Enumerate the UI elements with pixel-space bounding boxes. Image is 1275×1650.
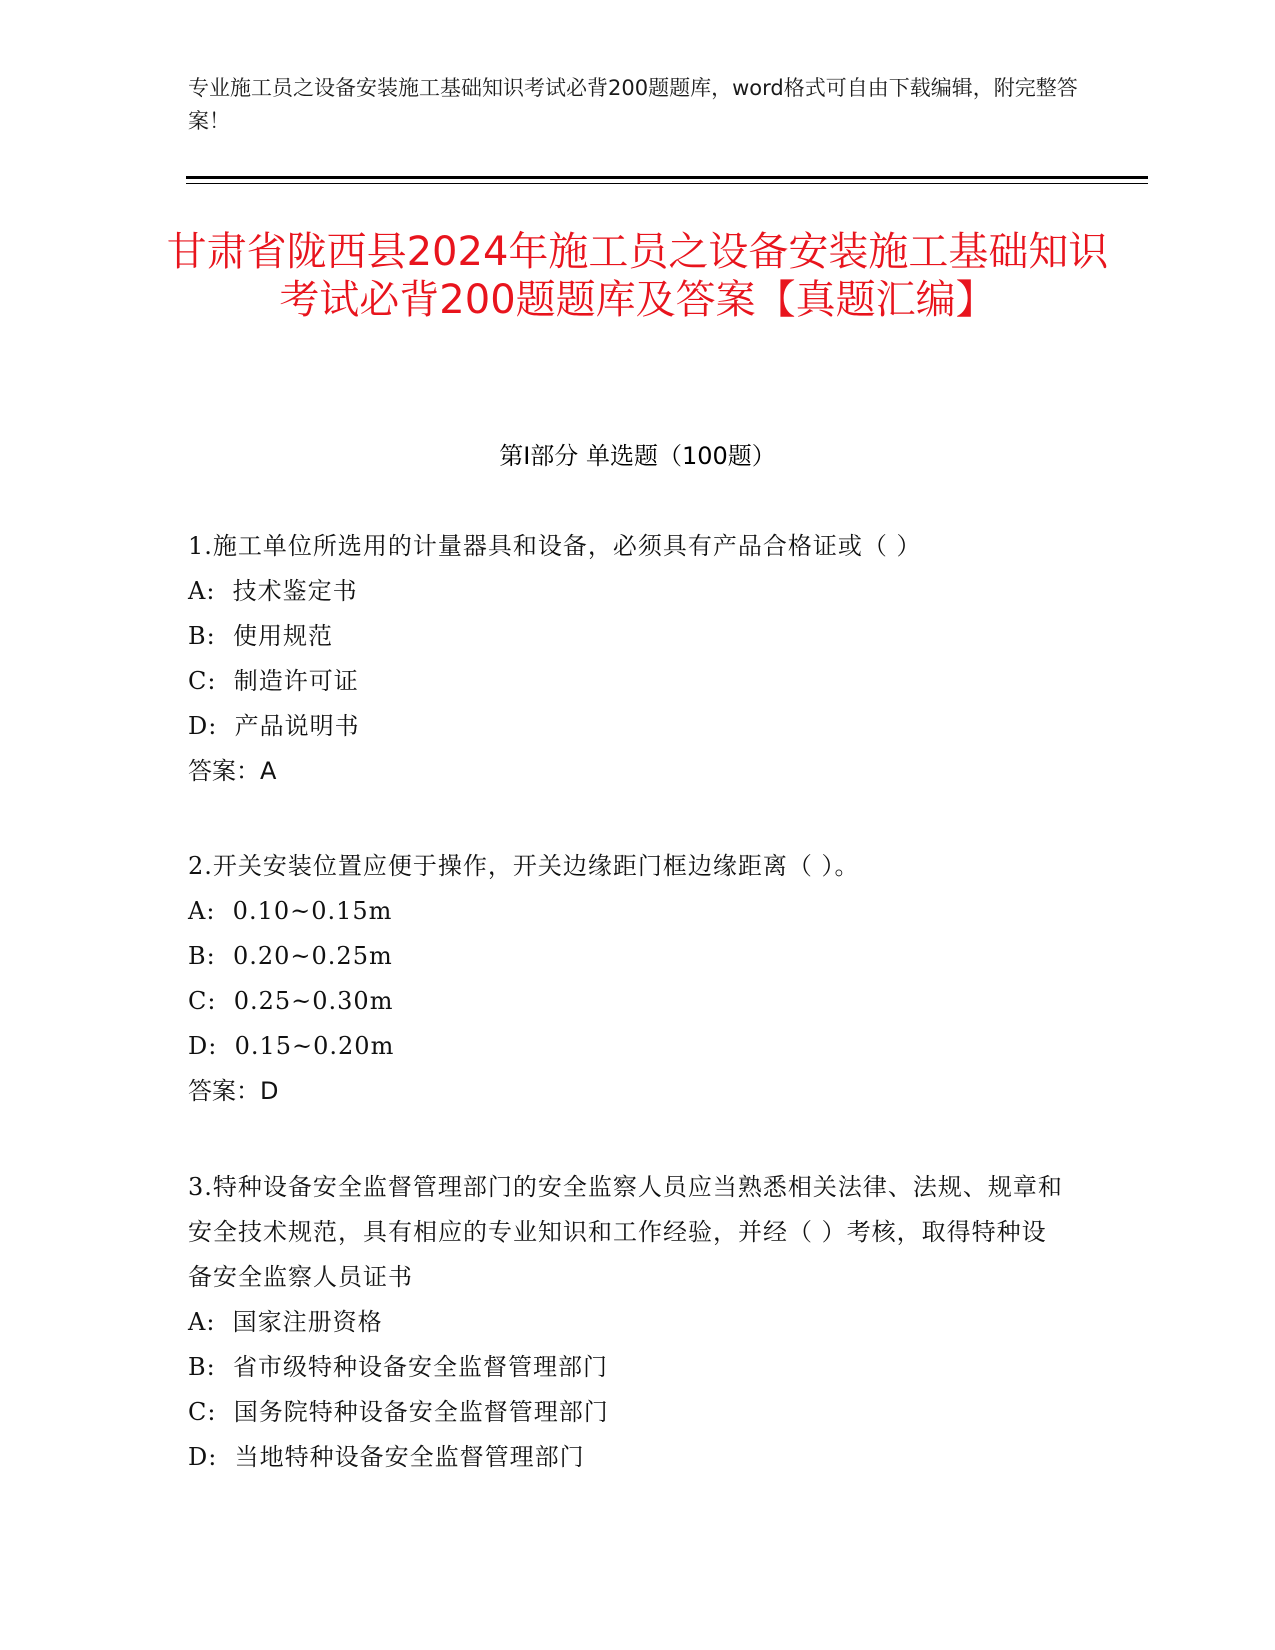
option-b: B: 0.20~0.25m — [188, 942, 393, 970]
header-note: 专业施工员之设备安装施工基础知识考试必背200题题库，word格式可自由下载编辑，附完整答案！ — [188, 76, 1078, 133]
option-c: C: 0.25~0.30m — [188, 987, 394, 1015]
option-a: A: 国家注册资格 — [188, 1308, 383, 1336]
question-stem: 2.开关安装位置应便于操作，开关边缘距门框边缘距离（ ）。 — [188, 852, 860, 880]
question-3 — [188, 1165, 1068, 1480]
question-1 — [188, 524, 1068, 794]
option-a: A: 0.10~0.15m — [188, 897, 393, 925]
option-b: B: 省市级特种设备安全监督管理部门 — [188, 1353, 608, 1381]
section-heading: 第Ⅰ部分 单选题（100题） — [499, 442, 776, 470]
header-divider-thin — [186, 183, 1148, 184]
option-d: D: 产品说明书 — [188, 712, 360, 740]
option-a: A: 技术鉴定书 — [188, 577, 358, 605]
question-2 — [188, 844, 1068, 1114]
question-stem: 1.施工单位所选用的计量器具和设备，必须具有产品合格证或（ ） — [188, 532, 922, 560]
option-b: B: 使用规范 — [188, 622, 333, 650]
question-stem: 3.特种设备安全监督管理部门的安全监察人员应当熟悉相关法律、法规、规章和安全技术规范，具有相应的专业知识和工作经验，并经（ ）考核，取得特种设备安全监察人员证书 — [188, 1173, 1063, 1291]
option-c: C: 制造许可证 — [188, 667, 359, 695]
answer: 答案：D — [188, 1077, 279, 1105]
document-title: 甘肃省陇西县2024年施工员之设备安装施工基础知识考试必背200题题库及答案【真题汇编】 — [166, 229, 1109, 323]
option-c: C: 国务院特种设备安全监督管理部门 — [188, 1398, 609, 1426]
header-divider-thick — [186, 176, 1148, 179]
answer: 答案：A — [188, 757, 277, 785]
option-d: D: 0.15~0.20m — [188, 1032, 395, 1060]
option-d: D: 当地特种设备安全监督管理部门 — [188, 1443, 585, 1471]
